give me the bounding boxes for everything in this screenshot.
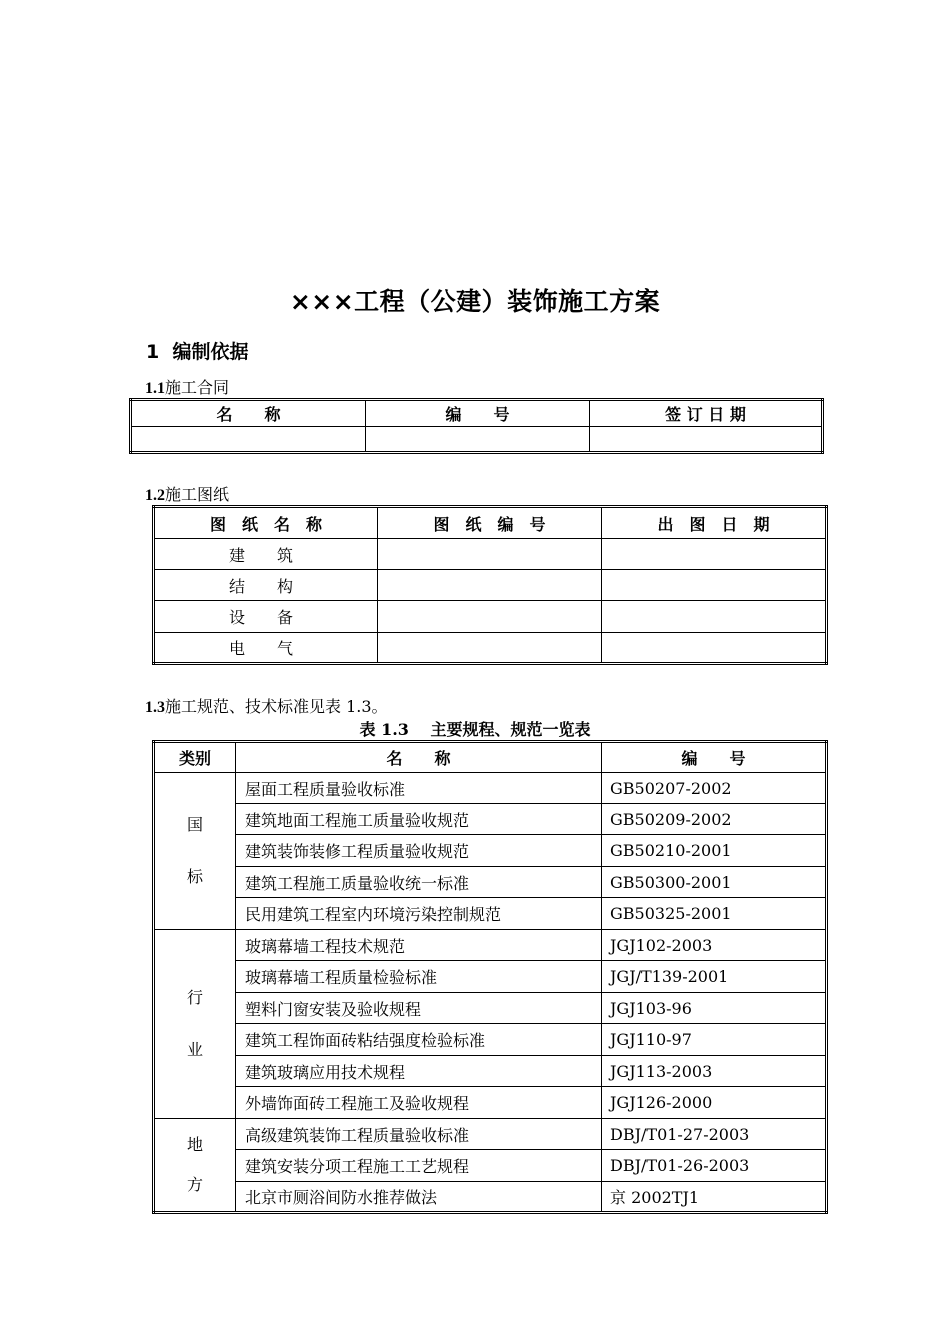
category-char: 业 bbox=[186, 1040, 203, 1059]
empty-cell bbox=[602, 539, 827, 570]
standard-name-cell: 建筑工程饰面砖粘结强度检验标准 bbox=[236, 1024, 602, 1056]
standard-name-cell: 外墙饰面砖工程施工及验收规程 bbox=[236, 1087, 602, 1119]
header-cell: 签 订 日 期 bbox=[590, 400, 823, 427]
subsection-heading-1-1 bbox=[145, 375, 229, 398]
subsection-heading-1-2 bbox=[145, 482, 229, 505]
standard-code-cell: JGJ102-2003 bbox=[602, 930, 827, 961]
empty-cell bbox=[602, 570, 827, 601]
section-heading-1 bbox=[146, 337, 248, 364]
section-number: 1 bbox=[146, 341, 160, 363]
subsection-label: 施工图纸 bbox=[165, 485, 230, 504]
subsection-number: 1.2 bbox=[145, 487, 165, 504]
subsection-heading-1-3 bbox=[145, 694, 388, 717]
contract-table bbox=[129, 398, 824, 454]
standard-name-cell: 建筑安装分项工程施工工艺规程 bbox=[236, 1150, 602, 1182]
empty-cell bbox=[602, 633, 827, 664]
standard-code-cell: GB50210-2001 bbox=[602, 835, 827, 867]
standard-name-cell: 高级建筑装饰工程质量验收标准 bbox=[236, 1119, 602, 1150]
drawing-table bbox=[152, 505, 828, 665]
standard-code-cell: DBJ/T01-27-2003 bbox=[602, 1119, 827, 1150]
header-cell: 图 纸 名 称 bbox=[154, 507, 378, 539]
standard-name-cell: 建筑装饰装修工程质量验收规范 bbox=[236, 835, 602, 867]
standard-code-cell: JGJ113-2003 bbox=[602, 1056, 827, 1087]
category-cell bbox=[154, 773, 236, 930]
empty-cell bbox=[366, 427, 590, 453]
table-caption: 表 1.3 主要规程、规范一览表 bbox=[359, 720, 591, 739]
empty-cell bbox=[378, 539, 602, 570]
category-char: 国 bbox=[186, 815, 203, 834]
empty-cell bbox=[378, 633, 602, 664]
standard-code-cell: JGJ/T139-2001 bbox=[602, 961, 827, 993]
empty-cell bbox=[590, 427, 823, 453]
drawing-name-cell: 结 构 bbox=[154, 570, 378, 601]
category-char: 标 bbox=[186, 867, 203, 886]
standard-code-cell: GB50207-2002 bbox=[602, 773, 827, 804]
standard-code-cell: DBJ/T01-26-2003 bbox=[602, 1150, 827, 1182]
subsection-number: 1.1 bbox=[145, 380, 165, 397]
category-cell bbox=[154, 1119, 236, 1213]
header-cell: 名 称 bbox=[131, 400, 366, 427]
standard-code-cell: GB50325-2001 bbox=[602, 898, 827, 930]
standard-name-cell: 玻璃幕墙工程质量检验标准 bbox=[236, 961, 602, 993]
standards-table bbox=[152, 740, 828, 1214]
header-cell: 类别 bbox=[154, 742, 236, 773]
standard-code-cell: GB50209-2002 bbox=[602, 804, 827, 835]
standard-name-cell: 屋面工程质量验收标准 bbox=[236, 773, 602, 804]
standard-code-cell: 京 2002TJ1 bbox=[602, 1182, 827, 1213]
category-char: 行 bbox=[186, 988, 203, 1007]
category-char: 方 bbox=[186, 1175, 203, 1194]
standard-name-cell: 塑料门窗安装及验收规程 bbox=[236, 993, 602, 1024]
category-char: 地 bbox=[186, 1135, 203, 1154]
subsection-label: 施工合同 bbox=[165, 378, 230, 397]
standard-code-cell: JGJ103-96 bbox=[602, 993, 827, 1024]
standard-name-cell: 建筑工程施工质量验收统一标准 bbox=[236, 867, 602, 898]
standard-name-cell: 北京市厕浴间防水推荐做法 bbox=[236, 1182, 602, 1213]
subsection-label: 施工规范、技术标准见表 1.3。 bbox=[165, 697, 388, 716]
header-cell: 图 纸 编 号 bbox=[378, 507, 602, 539]
header-cell: 编 号 bbox=[602, 742, 827, 773]
standard-name-cell: 建筑玻璃应用技术规程 bbox=[236, 1056, 602, 1087]
standard-name-cell: 玻璃幕墙工程技术规范 bbox=[236, 930, 602, 961]
empty-cell bbox=[131, 427, 366, 453]
drawing-name-cell: 电 气 bbox=[154, 633, 378, 664]
subsection-number: 1.3 bbox=[145, 699, 165, 716]
header-cell: 名 称 bbox=[236, 742, 602, 773]
drawing-name-cell: 建 筑 bbox=[154, 539, 378, 570]
standard-code-cell: GB50300-2001 bbox=[602, 867, 827, 898]
standard-name-cell: 民用建筑工程室内环境污染控制规范 bbox=[236, 898, 602, 930]
document-title: ×××工程（公建）装饰施工方案 bbox=[289, 287, 661, 316]
standard-code-cell: JGJ110-97 bbox=[602, 1024, 827, 1056]
empty-cell bbox=[378, 601, 602, 633]
header-cell: 出 图 日 期 bbox=[602, 507, 827, 539]
category-cell bbox=[154, 930, 236, 1119]
standard-name-cell: 建筑地面工程施工质量验收规范 bbox=[236, 804, 602, 835]
drawing-name-cell: 设 备 bbox=[154, 601, 378, 633]
standard-code-cell: JGJ126-2000 bbox=[602, 1087, 827, 1119]
empty-cell bbox=[378, 570, 602, 601]
header-cell: 编 号 bbox=[366, 400, 590, 427]
empty-cell bbox=[602, 601, 827, 633]
section-label: 编制依据 bbox=[172, 341, 249, 363]
